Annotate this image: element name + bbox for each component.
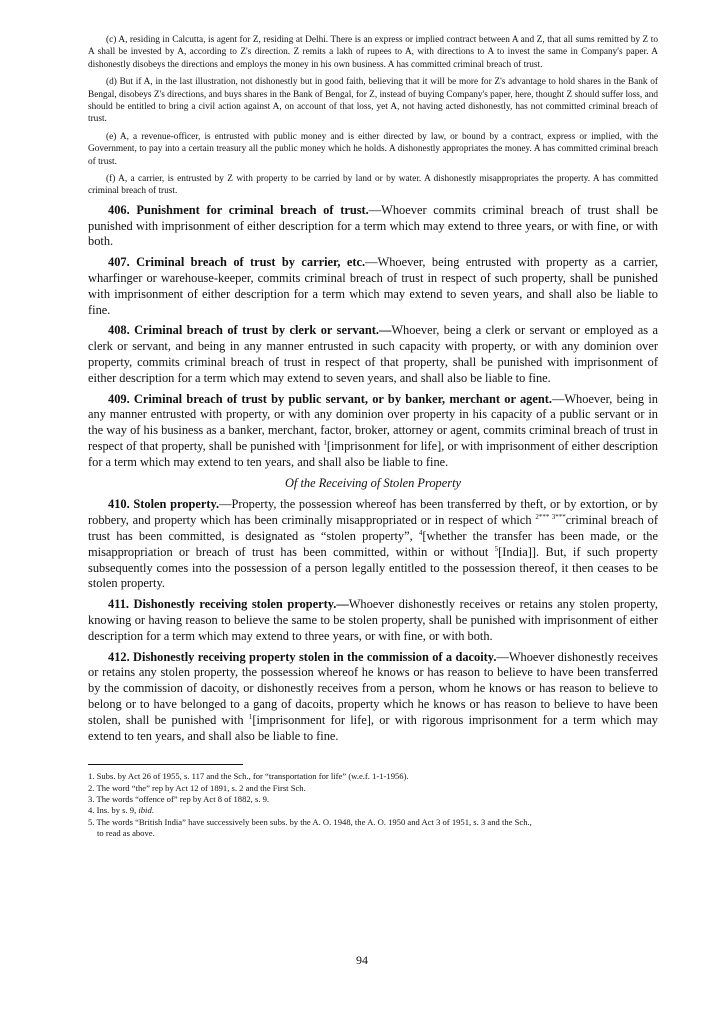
section-410-text-c: [whether the transfer has been made, or the misappropriation or breach of trust has been committed, within or without (88, 529, 658, 559)
footnote-4-end: . (151, 805, 154, 816)
footnote-5-continued: to read as above. (97, 827, 155, 838)
section-410-text-a: —Property, the possession whereof has been transferred by theft, or by extortion, or by robbery, and property which has been criminally misappropriated or in respect of which (88, 497, 658, 528)
section-406-heading: 406. Punishment for criminal breach of trust. (108, 202, 369, 217)
omission-stars: *** (538, 513, 552, 522)
section-412-text-a: —Whoever dishonestly receives or retains any stolen property, the possession whereof he knows or has reason to believe to have been transferred by the commission of dacoity, or dishonestly receives from a person, whom he knows or has reason to believe to belong or to have belonged to a gang of dacoits, property which he knows or has reason to believe to have been stolen, shall be punished with (88, 649, 658, 727)
omission-stars: *** (555, 513, 566, 522)
section-412-heading: 412. Dishonestly receiving property stolen in the commission of a dacoity. (108, 649, 497, 664)
section-407 (88, 255, 658, 318)
section-411-heading: 411. Dishonestly receiving stolen property.— (108, 597, 349, 612)
section-410-heading: 410. Stolen property. (108, 497, 220, 512)
footnote-5: 5. The words “British India” have successively been subs. by the A. O. 1948, the A. O. 1950 and Act 3 of 1951, s. 3 and the Sch., (88, 816, 532, 827)
section-406-text: —Whoever commits criminal breach of trust shall be punished with imprisonment of either description for a term which may extend to three years, or with fine, or with both. (88, 202, 658, 249)
footnote-4 (88, 805, 658, 816)
section-409 (88, 392, 658, 471)
illustration-c: (c) A, residing in Calcutta, is agent for Z, residing at Delhi. There is an express or implied contract between A and Z, that all sums remitted by Z to A shall be invested by A, according to Z's direction. Z remits a lakh of rupees to A, with directions to A to invest the same in Company's paper. A dishonestly disobeys the directions and employs the money in his own business. A has committed criminal breach of trust. (88, 35, 658, 70)
section-411 (88, 597, 658, 644)
illustration-e: (e) A, a revenue-officer, is entrusted with public money and is either directed by law, or bound by a contract, express or implied, with the Government, to pay into a certain treasury all the public money which he holds. A dishonestly appropriates the money. A has committed criminal breach of trust. (88, 131, 658, 167)
subheading: Of the Receiving of Stolen Property (284, 475, 462, 490)
section-412 (88, 650, 658, 745)
footnote-ref: 5 (494, 544, 499, 553)
document-page (88, 34, 658, 839)
section-411-text: Whoever dishonestly receives or retains any stolen property, knowing or having reason to believe the same to be stolen property, shall be punished with imprisonment of either description for a term which may extend to three years, or with fine, or with both. (88, 597, 658, 643)
section-410-text-b: criminal breach of trust has been committed, is designated as “stolen property”, (88, 513, 658, 544)
footnote-ref: 1 (248, 712, 253, 721)
footnote-ref: 3 (551, 513, 556, 522)
footnote-4-ibid: ibid (138, 805, 152, 816)
footnote-3: 3. The words “offence of” rep by Act 8 of 1882, s. 9. (88, 793, 270, 804)
section-412-text-b: [imprisonment for life], or with rigorous imprisonment for a term which may extend to ten years, and shall also be liable to fine. (88, 712, 658, 743)
section-408 (88, 323, 658, 386)
section-410-text-d: [India]]. But, if such property subsequently comes into the possession of a person legally entitled to the possession thereof, it then ceases to be stolen property. (88, 544, 658, 591)
section-408-heading: 408. Criminal breach of trust by clerk or servant.— (108, 323, 392, 338)
section-409-text-a: —Whoever, being in any manner entrusted with property, or with any dominion over property in his capacity of a public servant or in the way of his business as a banker, merchant, factor, broker, attorney or agent, commits criminal breach of trust in respect of that property, shall be punished with (88, 391, 658, 454)
footnote-divider (88, 764, 243, 765)
section-408-text: Whoever, being a clerk or servant or employed as a clerk or servant, and being in any manner entrusted in such capacity with property, or with any dominion over property, commits criminal breach of trust in respect of that property, shall be punished with imprisonment of either description for a term which may extend to seven years, and shall also be liable to fine. (88, 323, 658, 385)
page-number: 94 (356, 953, 368, 967)
section-407-text: —Whoever, being entrusted with property as a carrier, wharfinger or warehouse-keeper, commits criminal breach of trust in respect of such property, shall be punished with imprisonment of either description for a term which may extend to seven years, and shall also be liable to fine. (88, 255, 658, 317)
section-410 (88, 497, 658, 592)
footnote-2: 2. The word “the” rep by Act 12 of 1891, s. 2 and the First Sch. (88, 782, 306, 793)
footnote-4-text: 4. Ins. by s. 9, (88, 805, 139, 816)
footnote-1: 1. Subs. by Act 26 of 1955, s. 117 and the Sch., for “transportation for life” (w.e.f. 1-1-1956). (88, 771, 409, 782)
section-407-heading: 407. Criminal breach of trust by carrier, etc. (108, 255, 366, 270)
footnote-ref: 1 (323, 438, 327, 447)
footnote-ref: 4 (418, 528, 423, 537)
section-409-text-b: [imprisonment for life], or with imprisonment of either description for a term which may extend to ten years, and shall also be liable to fine. (88, 439, 658, 469)
illustration-d: (d) But if A, in the last illustration, not dishonestly but in good faith, believing that it will be more for Z's advantage to hold shares in the Bank of Bengal, disobeys Z's directions, and buys shares in the Bank of Bengal, for Z, instead of buying Company's paper, here, thought Z should suffer loss, and should be entitled to bring a civil action against A, on account of that loss, yet A, not having acted dishonestly, has not committed criminal breach of trust. (88, 77, 658, 125)
section-409-heading: 409. Criminal breach of trust by public servant, or by banker, merchant or agent. (108, 391, 552, 406)
footnote-ref: 2 (535, 513, 539, 522)
illustration-f: (f) A, a carrier, is entrusted by Z with property to be carried by land or by water. A dishonestly misappropriates the property. A has committed criminal breach of trust. (88, 174, 658, 197)
section-406 (88, 203, 658, 250)
